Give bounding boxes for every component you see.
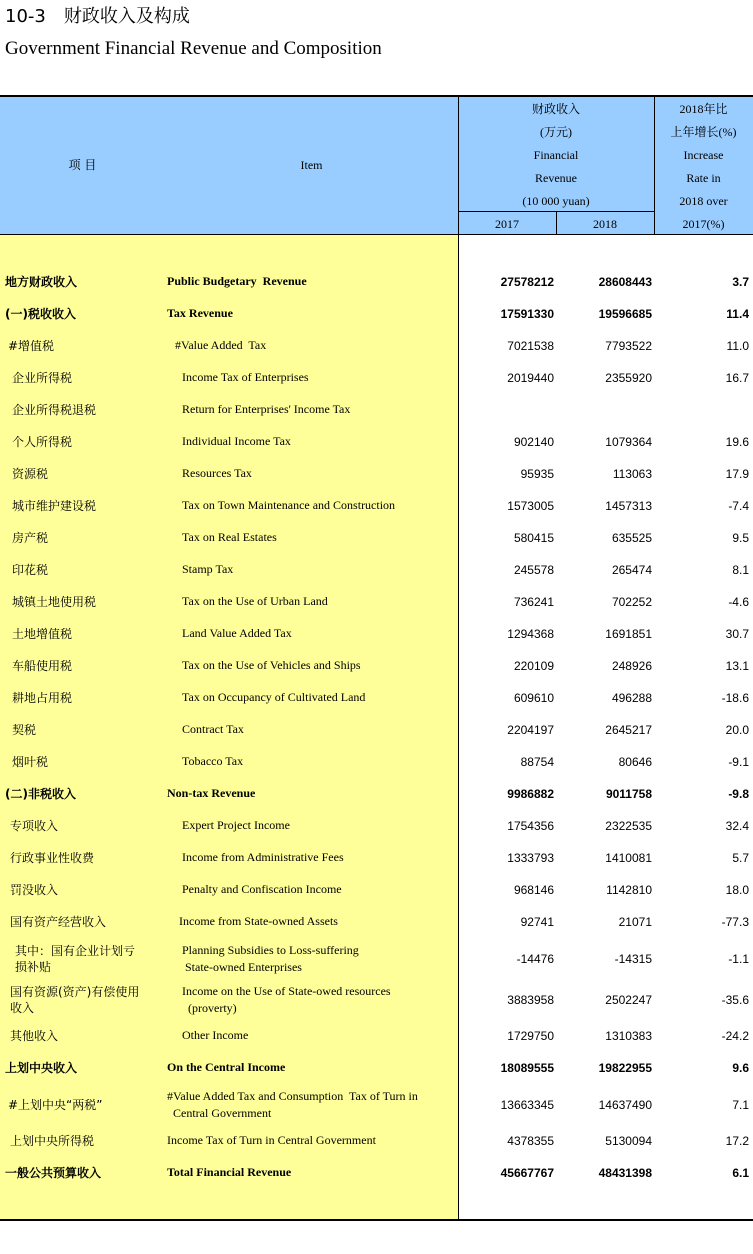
value-2018: 2355920 bbox=[605, 371, 652, 385]
table-row bbox=[0, 489, 753, 523]
value-2017: 580415 bbox=[513, 531, 554, 545]
growth-rate: 9.5 bbox=[732, 531, 749, 545]
row-label-en: Tax on the Use of Vehicles and Ships bbox=[182, 658, 361, 672]
value-2017: 1333793 bbox=[507, 851, 554, 865]
value-2018: 14637490 bbox=[598, 1098, 652, 1112]
table-row bbox=[0, 361, 753, 395]
row-label-cn: 国有资源(资产)有偿使用 收入 bbox=[10, 985, 140, 1015]
value-2018: 5130094 bbox=[605, 1134, 652, 1148]
row-label-cn: 印花税 bbox=[12, 563, 49, 577]
table-row bbox=[0, 745, 753, 779]
growth-rate: 8.1 bbox=[732, 563, 749, 577]
growth-rate: -24.2 bbox=[721, 1029, 749, 1043]
table-row bbox=[0, 457, 753, 491]
growth-rate: -77.3 bbox=[721, 915, 749, 929]
header-item-cn: 项 目 bbox=[68, 158, 97, 172]
row-label-cn: 个人所得税 bbox=[12, 435, 73, 449]
row-label-en: Expert Project Income bbox=[182, 818, 290, 832]
row-label-en: Individual Income Tax bbox=[182, 434, 291, 448]
row-label-cn: 企业所得税退税 bbox=[12, 403, 97, 417]
value-2018: 48431398 bbox=[598, 1166, 652, 1180]
growth-rate: 11.0 bbox=[726, 339, 749, 353]
value-2018: 1142810 bbox=[606, 883, 652, 897]
value-2018: 265474 bbox=[611, 563, 652, 577]
row-label-cn: 罚没收入 bbox=[10, 883, 59, 897]
table-header bbox=[0, 95, 753, 235]
header-growth-rate: 2018年比 上年增长(%) Increase Rate in 2018 over 2017(%) bbox=[670, 102, 737, 231]
growth-rate: -7.4 bbox=[728, 499, 749, 513]
value-2017: 1573005 bbox=[507, 499, 554, 513]
row-label-cn: 行政事业性收费 bbox=[10, 851, 95, 865]
row-label-cn: 上划中央所得税 bbox=[10, 1134, 95, 1148]
value-2017: 1729750 bbox=[507, 1029, 554, 1043]
table-bottom-rule bbox=[0, 1219, 753, 1221]
value-2017: 609610 bbox=[513, 691, 554, 705]
growth-rate: 5.7 bbox=[732, 851, 749, 865]
value-2018: 1457313 bbox=[605, 499, 652, 513]
table-row bbox=[0, 1088, 753, 1122]
table-row bbox=[0, 649, 753, 683]
table-row bbox=[0, 393, 753, 427]
row-label-en: Income from Administrative Fees bbox=[182, 850, 344, 864]
row-label-en: Planning Subsidies to Loss-suffering State-owned Enterprises bbox=[182, 943, 359, 974]
value-2018: -14315 bbox=[614, 952, 652, 966]
row-label-cn: #上划中央“两税” bbox=[8, 1098, 103, 1112]
growth-rate: 19.6 bbox=[725, 435, 749, 449]
growth-rate: 6.1 bbox=[732, 1166, 749, 1180]
value-2018: 635525 bbox=[611, 531, 652, 545]
value-2018: 113063 bbox=[612, 467, 652, 481]
table-row bbox=[0, 905, 753, 939]
row-label-en: Stamp Tax bbox=[182, 562, 234, 576]
row-label-en: #Value Added Tax and Consumption Tax of Turn in Central Government bbox=[167, 1089, 418, 1120]
table-row bbox=[0, 942, 753, 976]
table-row bbox=[0, 585, 753, 619]
row-label-cn: 其他收入 bbox=[10, 1029, 59, 1043]
row-label-cn: 国有资产经营收入 bbox=[10, 915, 107, 929]
row-label-cn: 一般公共预算收入 bbox=[5, 1166, 102, 1180]
row-label-en: Tax Revenue bbox=[167, 306, 233, 320]
growth-rate: -9.1 bbox=[728, 755, 749, 769]
row-label-cn: 城镇土地使用税 bbox=[12, 595, 97, 609]
value-2018: 1079364 bbox=[605, 435, 652, 449]
row-label-cn: 专项收入 bbox=[10, 819, 59, 833]
row-label-cn: (二)非税收入 bbox=[5, 787, 76, 801]
row-label-en: Tax on Occupancy of Cultivated Land bbox=[182, 690, 366, 704]
table-row bbox=[0, 873, 753, 907]
header-year-2018: 2018 bbox=[593, 217, 617, 231]
value-2018: 19822955 bbox=[598, 1061, 652, 1075]
row-label-cn: 房产税 bbox=[12, 531, 49, 545]
row-label-cn: 土地增值税 bbox=[12, 627, 73, 641]
table-row bbox=[0, 617, 753, 651]
table-row bbox=[0, 1019, 753, 1053]
table-body bbox=[0, 235, 753, 1220]
growth-rate: 17.9 bbox=[725, 467, 749, 481]
table-row bbox=[0, 521, 753, 555]
table-row bbox=[0, 983, 753, 1017]
growth-rate: 13.1 bbox=[725, 659, 749, 673]
row-label-en: Penalty and Confiscation Income bbox=[182, 882, 342, 896]
row-label-cn: 地方财政收入 bbox=[5, 275, 78, 289]
row-label-en: Tax on the Use of Urban Land bbox=[182, 594, 328, 608]
value-2018: 28608443 bbox=[598, 275, 652, 289]
growth-rate: 32.4 bbox=[725, 819, 749, 833]
value-2018: 248926 bbox=[611, 659, 652, 673]
value-2017: 220109 bbox=[513, 659, 554, 673]
table-row bbox=[0, 553, 753, 587]
table-row bbox=[0, 809, 753, 843]
row-label-en: Contract Tax bbox=[182, 722, 244, 736]
row-label-en: Total Financial Revenue bbox=[167, 1165, 292, 1179]
value-2018: 1310383 bbox=[605, 1029, 652, 1043]
table-row bbox=[0, 1124, 753, 1158]
table-title-en: Government Financial Revenue and Composition bbox=[5, 38, 382, 59]
row-label-en: Tax on Town Maintenance and Construction bbox=[182, 498, 396, 512]
row-label-cn: 资源税 bbox=[12, 467, 49, 481]
value-2017: 2019440 bbox=[507, 371, 554, 385]
value-2017: 27578212 bbox=[500, 275, 554, 289]
value-2017: 245578 bbox=[513, 563, 554, 577]
row-label-en: Land Value Added Tax bbox=[182, 626, 292, 640]
value-2017: 2204197 bbox=[507, 723, 554, 737]
row-label-en: Income Tax of Enterprises bbox=[182, 370, 309, 384]
value-2017: 45667767 bbox=[500, 1166, 554, 1180]
value-2018: 1410081 bbox=[605, 851, 652, 865]
growth-rate: -9.8 bbox=[728, 787, 749, 801]
growth-rate: 18.0 bbox=[725, 883, 749, 897]
table-row bbox=[0, 1156, 753, 1190]
value-2018: 80646 bbox=[618, 755, 652, 769]
growth-rate: 20.0 bbox=[725, 723, 749, 737]
header-revenue: 财政收入 (万元) Financial Revenue (10 000 yuan) bbox=[522, 102, 590, 208]
value-2017: 9986882 bbox=[507, 787, 554, 801]
table-row bbox=[0, 777, 753, 811]
row-label-cn: 企业所得税 bbox=[12, 371, 73, 385]
growth-rate: -35.6 bbox=[721, 993, 749, 1007]
value-2017: 92741 bbox=[520, 915, 554, 929]
row-label-en: Tax on Real Estates bbox=[182, 530, 277, 544]
value-2017: 88754 bbox=[520, 755, 554, 769]
table-row bbox=[0, 713, 753, 747]
value-2018: 7793522 bbox=[605, 339, 652, 353]
value-2018: 21071 bbox=[618, 915, 652, 929]
value-2017: 13663345 bbox=[500, 1098, 554, 1112]
value-2017: 18089555 bbox=[500, 1061, 554, 1075]
growth-rate: 16.7 bbox=[725, 371, 749, 385]
value-2018: 2322535 bbox=[605, 819, 652, 833]
value-2017: 1754356 bbox=[507, 819, 554, 833]
value-2018: 496288 bbox=[611, 691, 652, 705]
growth-rate: -4.6 bbox=[728, 595, 749, 609]
row-label-en: Income Tax of Turn in Central Government bbox=[167, 1133, 376, 1147]
value-2017: 968146 bbox=[513, 883, 554, 897]
value-2017: 902140 bbox=[513, 435, 554, 449]
growth-rate: 11.4 bbox=[726, 307, 749, 321]
header-item-en: Item bbox=[300, 158, 323, 172]
row-label-cn: (一)税收收入 bbox=[5, 307, 76, 321]
table-row bbox=[0, 1051, 753, 1085]
row-label-en: Tobacco Tax bbox=[182, 754, 244, 768]
value-2018: 1691851 bbox=[605, 627, 652, 641]
value-2017: -14476 bbox=[516, 952, 554, 966]
row-label-en: On the Central Income bbox=[167, 1060, 286, 1074]
table-row bbox=[0, 297, 753, 331]
growth-rate: 30.7 bbox=[725, 627, 749, 641]
value-2017: 736241 bbox=[513, 595, 554, 609]
row-label-en: #Value Added Tax bbox=[175, 338, 267, 352]
row-label-cn: 耕地占用税 bbox=[12, 691, 73, 705]
table-row bbox=[0, 841, 753, 875]
value-2018: 2502247 bbox=[605, 993, 652, 1007]
value-2018: 19596685 bbox=[598, 307, 652, 321]
growth-rate: 17.2 bbox=[725, 1134, 749, 1148]
value-2018: 9011758 bbox=[605, 787, 652, 801]
row-label-cn: #增值税 bbox=[8, 339, 55, 353]
value-2017: 7021538 bbox=[507, 339, 554, 353]
row-label-en: Income from State-owned Assets bbox=[179, 914, 338, 928]
row-label-en: Public Budgetary Revenue bbox=[167, 274, 307, 288]
header-year-2017: 2017 bbox=[495, 217, 519, 231]
table-row bbox=[0, 329, 753, 363]
row-label-cn: 其中：国有企业计划亏 损补贴 bbox=[15, 944, 136, 974]
table-row bbox=[0, 265, 753, 299]
value-2017: 3883958 bbox=[507, 993, 554, 1007]
row-label-cn: 烟叶税 bbox=[12, 755, 49, 769]
row-label-en: Return for Enterprises' Income Tax bbox=[182, 402, 351, 416]
growth-rate: -1.1 bbox=[728, 952, 749, 966]
row-label-en: Income on the Use of State-owed resources (proverty) bbox=[182, 984, 391, 1015]
row-label-cn: 契税 bbox=[12, 723, 37, 737]
growth-rate: 7.1 bbox=[732, 1098, 749, 1112]
row-label-cn: 城市维护建设税 bbox=[12, 499, 97, 513]
value-2017: 4378355 bbox=[507, 1134, 554, 1148]
growth-rate: 9.6 bbox=[732, 1061, 749, 1075]
row-label-en: Non-tax Revenue bbox=[167, 786, 256, 800]
growth-rate: 3.7 bbox=[732, 275, 749, 289]
value-2017: 17591330 bbox=[500, 307, 554, 321]
table-title-cn: 10-3 财政收入及构成 bbox=[5, 6, 190, 27]
value-2017: 95935 bbox=[520, 467, 554, 481]
table-row bbox=[0, 425, 753, 459]
table-row bbox=[0, 681, 753, 715]
value-2018: 702252 bbox=[611, 595, 652, 609]
value-2017: 1294368 bbox=[507, 627, 554, 641]
row-label-cn: 上划中央收入 bbox=[5, 1061, 78, 1075]
row-label-en: Resources Tax bbox=[182, 466, 252, 480]
growth-rate: -18.6 bbox=[721, 691, 749, 705]
row-label-en: Other Income bbox=[182, 1028, 249, 1042]
value-2018: 2645217 bbox=[605, 723, 652, 737]
row-label-cn: 车船使用税 bbox=[12, 659, 73, 673]
